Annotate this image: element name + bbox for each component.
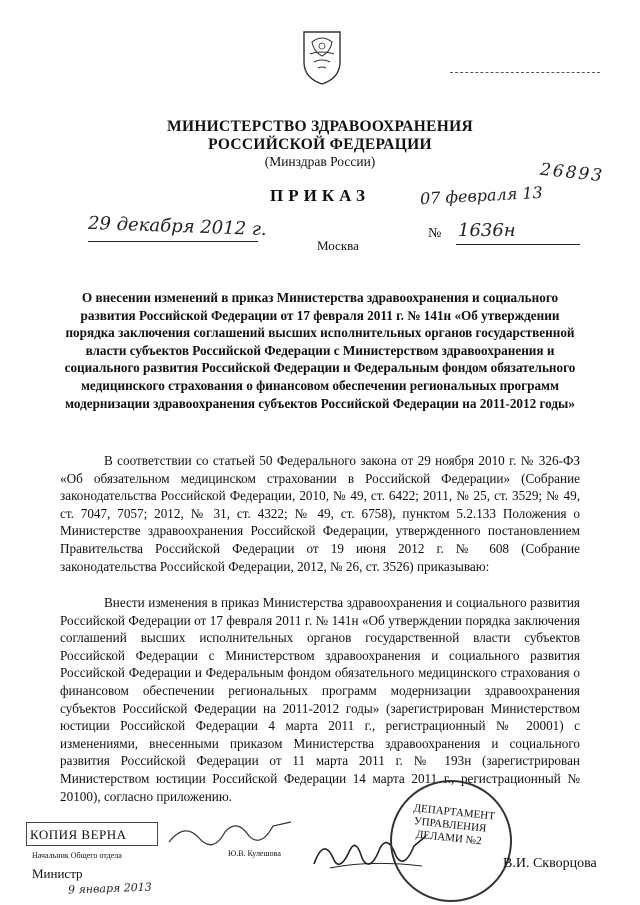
order-number: 1636н bbox=[458, 220, 516, 241]
paragraph-text: Внести изменения в приказ Министерства здравоохранения и социального развития Российской Федерации от 17 февраля 2011 г. № 141н «Об утверждении порядка заключения соглашений высших исполнительных органов государственной власти субъектов Российской Федерации с Министерством здравоохранения и социального развития Российской Федерации и Федеральным фондом обязательного медицинского страхования о финансовом обеспечении региональных программ модернизации здравоохранения субъектов Российской Федерации на 2011-2012 годы» (зарегистрирован Министерством юстиции Российской Федерации 4 марта 2011 г., регистрационный № 20001) с изменениями, внесенными приказом Министерства здравоохранения и социального развития Российской Федерации от 11 марта 2011 г. № 193н (зарегистрирован Министерством юстиции Российской Федерации 14 марта 2011 г., регистрационный № 20100), согласно приложению. bbox=[60, 595, 580, 804]
ministry-name-line2: РОССИЙСКОЙ ФЕДЕРАЦИИ bbox=[208, 136, 432, 153]
ministry-name-line1: МИНИСТЕРСТВО ЗДРАВООХРАНЕНИЯ bbox=[167, 118, 473, 135]
state-emblem-icon bbox=[300, 28, 344, 86]
copy-signature-icon bbox=[165, 812, 295, 852]
order-title: О внесении изменений в приказ Министерства здравоохранения и социального развития Российской Федерации от 17 февраля 2011 г. № 141н «Об утверждении порядка заключения соглашений высших исполнительных органов государственной власти субъектов Российской Федерации с Министерством здравоохранения и социального развития Российской Федерации и Федеральным фондом обязательного медицинского страхования о финансовом обеспечении региональных программ модернизации здравоохранения субъектов Российской Федерации на 2011-2012 годы» bbox=[64, 290, 576, 411]
head-of-department-label: Начальник Общего отдела bbox=[32, 851, 122, 860]
head-of-department-name: Ю.В. Кулешова bbox=[228, 849, 281, 858]
minister-label: Министр bbox=[32, 866, 83, 881]
copy-certified-stamp: КОПИЯ ВЕРНА bbox=[30, 827, 127, 842]
body-paragraph-1 bbox=[60, 452, 580, 575]
copy-date: 9 января 2013 bbox=[67, 880, 153, 897]
date-underline bbox=[88, 241, 258, 242]
department-stamp-text: ДЕПАРТАМЕНТ УПРАВЛЕНИЯ ДЕЛАМИ №2 bbox=[412, 802, 496, 848]
minister-name: В.И. Скворцова bbox=[503, 856, 597, 871]
city: Москва bbox=[317, 238, 359, 253]
registration-number: 26893 bbox=[539, 159, 605, 187]
number-underline bbox=[456, 244, 580, 245]
document-type: ПРИКАЗ bbox=[270, 186, 370, 205]
number-sign: № bbox=[428, 226, 442, 241]
order-date: 29 декабря 2012 г. bbox=[87, 212, 267, 241]
paragraph-text: В соответствии со статьей 50 Федерального закона от 29 ноября 2010 г. № 326-ФЗ «Об обязательном медицинском страховании в Российской Федерации» (Собрание законодательства Российской Федерации, 2010, № 49, ст. 6422; 2011, № 25, ст. 3529; № 49, ст. 7047, 7057; 2012, № 31, ст. 4322; № 49, ст. 6758), пунктом 5.2.133 Положения о Министерстве здравоохранения Российской Федерации, утвержденного постановлением Правительства Российской Федерации от 19 июня 2012 г. № 608 (Собрание законодательства Российской Федерации, 2012, № 26, ст. 3526) приказываю: bbox=[60, 453, 580, 574]
registration-date: 07 февраля 13 bbox=[419, 182, 544, 209]
header-dashed-line bbox=[450, 72, 600, 73]
ministry-short-name: (Минздрав России) bbox=[264, 154, 376, 169]
body-paragraph-2 bbox=[60, 594, 580, 805]
